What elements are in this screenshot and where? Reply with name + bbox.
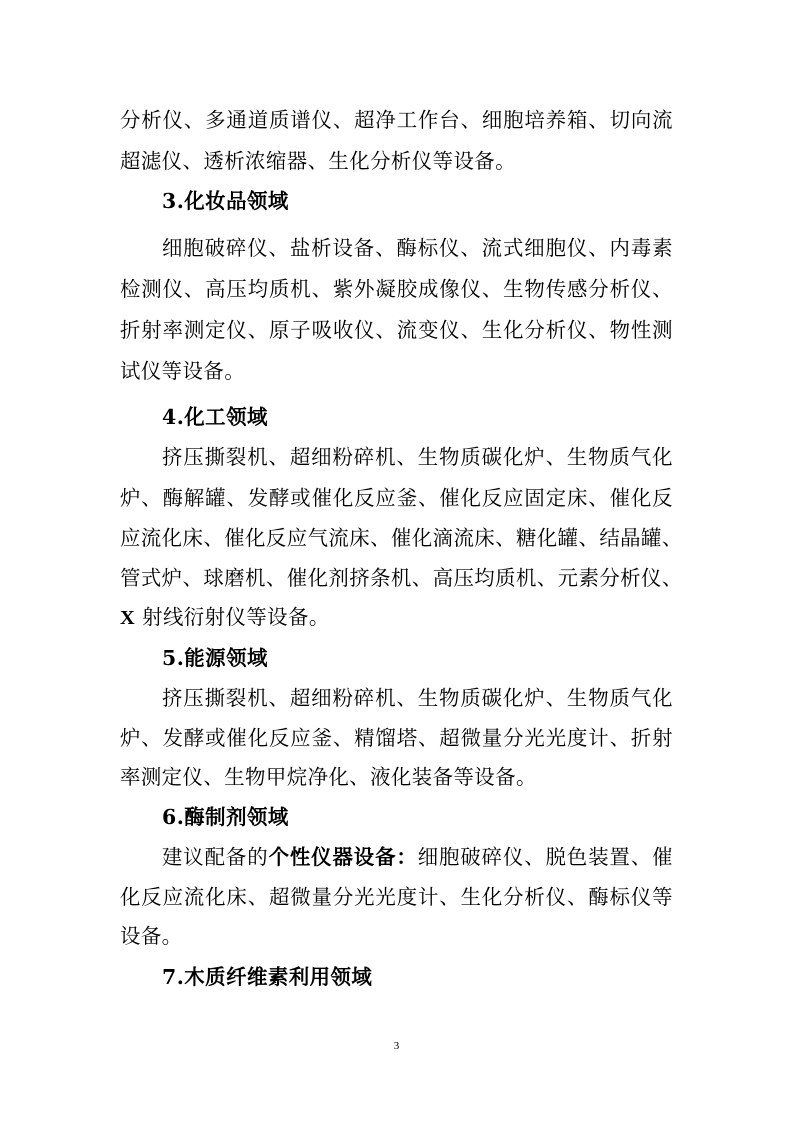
x-letter: X xyxy=(120,607,136,629)
paragraph-text: 建议配备的 xyxy=(162,845,269,869)
paragraph-line: 挤压撕裂机、超细粉碎机、生物质碳化炉、生物质气化 xyxy=(162,686,673,710)
paragraph-text: 射线衍射仪等设备。 xyxy=(135,605,330,629)
paragraph-line: 炉、酶解罐、发酵或催化反应釜、催化反应固定床、催化反 xyxy=(120,486,673,510)
bold-phrase: 个性仪器设备： xyxy=(268,845,418,869)
paragraph-line: 折射率测定仪、原子吸收仪、流变仪、生化分析仪、物性测 xyxy=(120,318,673,342)
paragraph-line xyxy=(162,842,673,872)
paragraph-line: 管式炉、球磨机、催化剂挤条机、高压均质机、元素分析仪、 xyxy=(120,566,683,590)
paragraph-line: 检测仪、高压均质机、紫外凝胶成像仪、生物传感分析仪、 xyxy=(120,277,673,301)
section-heading-enzyme: 6.酶制剂领域 xyxy=(162,805,289,829)
paragraph-line: 化反应流化床、超微量分光光度计、生化分析仪、酶标仪等 xyxy=(120,885,673,909)
page-number: 3 xyxy=(393,1040,400,1052)
paragraph-line: 挤压撕裂机、超细粉碎机、生物质碳化炉、生物质气化 xyxy=(162,445,673,469)
paragraph-line: 超滤仪、透析浓缩器、生化分析仪等设备。 xyxy=(120,149,516,173)
paragraph-line: 设备。 xyxy=(120,924,183,948)
paragraph-line: 试仪等设备。 xyxy=(120,359,246,383)
paragraph-line: 炉、发酵或催化反应釜、精馏塔、超微量分光光度计、折射 xyxy=(120,726,673,750)
paragraph-line: 应流化床、催化反应气流床、催化滴流床、糖化罐、结晶罐、 xyxy=(120,526,683,550)
section-heading-lignocellulose: 7.木质纤维素利用领域 xyxy=(162,965,373,989)
paragraph-text: 细胞破碎仪、脱色装置、催 xyxy=(417,845,674,869)
paragraph-line: 分析仪、多通道质谱仪、超净工作台、细胞培养箱、切向流 xyxy=(120,108,673,132)
section-heading-cosmetics: 3.化妆品领域 xyxy=(162,189,289,213)
paragraph-line xyxy=(120,602,673,632)
paragraph-line: 细胞破碎仪、盐析设备、酶标仪、流式细胞仪、内毒素 xyxy=(162,236,673,260)
paragraph-line: 率测定仪、生物甲烷净化、液化装备等设备。 xyxy=(120,765,537,789)
section-heading-energy: 5.能源领域 xyxy=(162,646,268,670)
section-heading-chemical: 4.化工领域 xyxy=(162,405,268,429)
